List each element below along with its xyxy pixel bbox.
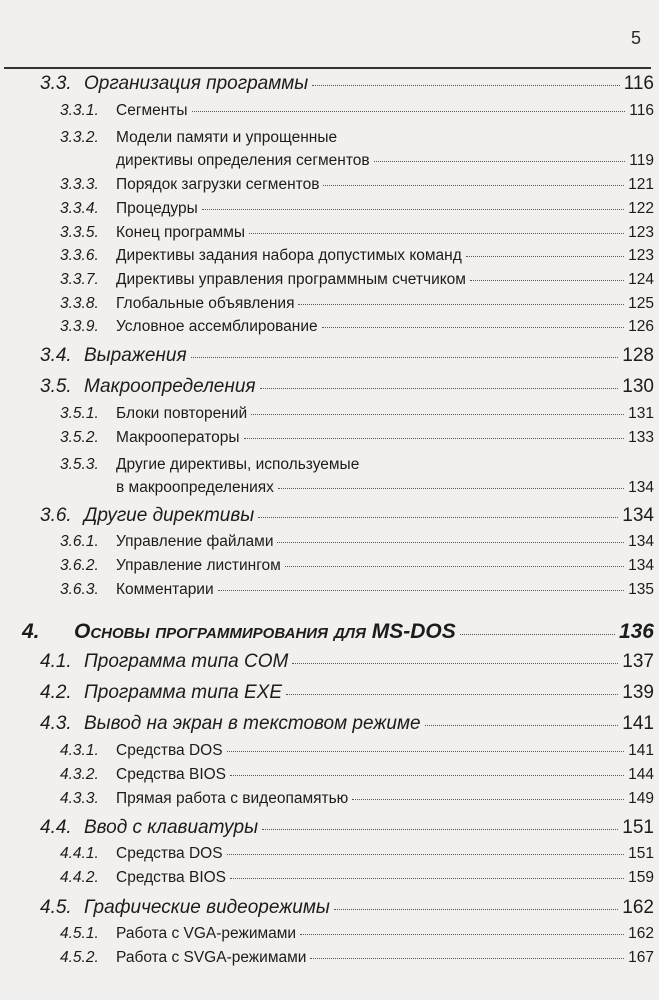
dot-leader	[292, 663, 618, 664]
toc-entry-number: 3.3.7.	[60, 271, 99, 288]
toc-entry-number: 3.3.8.	[60, 295, 99, 312]
toc-entry-page: 162	[628, 925, 654, 942]
dot-leader	[334, 909, 618, 910]
toc-entry-page: 131	[628, 405, 654, 422]
toc-entry-page: 133	[628, 429, 654, 446]
dot-leader	[425, 725, 619, 726]
toc-entry-title: Директивы управления программным счетчиком	[116, 271, 466, 288]
toc-entry-title-line1: Другие директивы, используемые	[116, 456, 360, 473]
toc-entry-title: Средства DOS	[116, 742, 223, 759]
dot-leader	[258, 517, 618, 518]
dot-leader	[249, 233, 624, 234]
dot-leader	[374, 161, 626, 162]
toc-entry-number: 4.2.	[40, 682, 72, 703]
toc-entry-number: 3.5.2.	[60, 429, 99, 446]
toc-entry-title: Комментарии	[116, 581, 214, 598]
toc-entry-number: 4.4.2.	[60, 869, 99, 886]
toc-entry-page: 151	[622, 817, 654, 838]
dot-leader	[244, 438, 625, 439]
toc-entry-page: 130	[622, 376, 654, 397]
dot-leader	[460, 634, 615, 635]
dot-leader	[310, 958, 624, 959]
toc-entry-number: 3.3.4.	[60, 200, 99, 217]
toc-entry-number: 4.4.	[40, 817, 72, 838]
toc-entry-number: 3.5.1.	[60, 405, 99, 422]
toc-entry-title: Ввод с клавиатуры	[84, 817, 259, 838]
page-number: 5	[630, 28, 641, 48]
toc-entry-title: Директивы задания набора допустимых команд	[116, 247, 462, 264]
toc-entry-page: 167	[628, 949, 654, 966]
toc-entry-number: 3.6.2.	[60, 557, 99, 574]
toc-entry-number: 4.	[22, 620, 40, 643]
dot-leader	[277, 542, 624, 543]
dot-leader	[278, 488, 624, 489]
toc-entry-number: 4.5.	[40, 897, 72, 918]
toc-entry-page: 125	[628, 295, 654, 312]
toc-entry-title: Управление листингом	[116, 557, 281, 574]
dot-leader	[466, 256, 624, 257]
toc-entry-page: 162	[622, 897, 654, 918]
toc-entry-page: 144	[628, 766, 654, 783]
toc-entry-page: 123	[628, 247, 654, 264]
dot-leader	[352, 799, 624, 800]
toc-entry-number: 3.3.9.	[60, 318, 99, 335]
toc-entry-title: в макроопределениях	[116, 479, 274, 496]
toc-entry-number: 4.4.1.	[60, 845, 99, 862]
dot-leader	[470, 280, 624, 281]
toc-entry-page: 135	[628, 581, 654, 598]
dot-leader	[251, 414, 624, 415]
toc-entry-title: Графические видеорежимы	[84, 897, 330, 918]
toc-entry-page: 116	[623, 73, 654, 94]
dot-leader	[312, 85, 619, 86]
toc-entry-number: 3.3.1.	[60, 102, 99, 119]
toc-entry-title: Средства DOS	[116, 845, 223, 862]
toc-entry-number: 3.6.3.	[60, 581, 99, 598]
toc-entry-title: Макрооператоры	[116, 429, 240, 446]
toc-entry-title: Вывод на экран в текстовом режиме	[84, 713, 421, 734]
toc-entry-number: 3.3.2.	[60, 129, 99, 146]
toc-entry-page: 141	[622, 713, 654, 734]
dot-leader	[300, 934, 624, 935]
toc-entry-number: 4.3.3.	[60, 790, 99, 807]
toc-entry-page: 134	[628, 557, 654, 574]
dot-leader	[230, 878, 624, 879]
toc-entry-title: Глобальные объявления	[116, 295, 295, 312]
dot-leader	[286, 694, 618, 695]
toc-entry-number: 4.3.1.	[60, 742, 99, 759]
dot-leader	[218, 590, 625, 591]
toc-entry-title: Программа типа COM	[84, 651, 289, 672]
dot-leader	[262, 829, 618, 830]
dot-leader	[191, 357, 619, 358]
dot-leader	[192, 111, 626, 112]
toc-entry-number: 3.3.	[40, 73, 72, 94]
toc-entry-title: Порядок загрузки сегментов	[116, 176, 320, 193]
dot-leader	[298, 304, 624, 305]
toc-entry-page: 124	[628, 271, 654, 288]
toc-entry-page: 136	[618, 620, 654, 643]
toc-entry-title: Прямая работа с видеопамятью	[116, 790, 349, 807]
toc-entry-number: 3.6.	[40, 505, 72, 526]
toc-entry-number: 4.1.	[40, 651, 72, 672]
toc-entry-page: 122	[628, 200, 654, 217]
toc-entry-title: Макроопределения	[84, 376, 256, 397]
toc-entry-title: Выражения	[84, 345, 187, 366]
toc-entry-title: Процедуры	[116, 200, 198, 217]
toc-entry-number: 3.6.1.	[60, 533, 99, 550]
toc-entry-title: Блоки повторений	[116, 405, 248, 422]
toc-entry-page: 134	[628, 533, 654, 550]
dot-leader	[260, 388, 619, 389]
toc-entry-title: директивы определения сегментов	[116, 152, 370, 169]
toc-entry-number: 3.5.	[40, 376, 72, 397]
header-rule	[4, 67, 651, 69]
toc-entry-number: 3.5.3.	[60, 456, 99, 473]
toc-entry-title-line1: Модели памяти и упрощенные	[116, 129, 338, 146]
toc-entry-page: 134	[622, 505, 654, 526]
toc-entry-title: Средства BIOS	[116, 766, 227, 783]
toc-entry-page: 149	[628, 790, 654, 807]
toc-entry-number: 3.3.5.	[60, 224, 99, 241]
toc-entry-page: 137	[622, 651, 654, 672]
dot-leader	[227, 854, 625, 855]
dot-leader	[285, 566, 624, 567]
toc-entry-title: Условное ассемблирование	[116, 318, 318, 335]
toc-entry-title: Другие директивы	[84, 505, 255, 526]
toc-entry-number: 3.3.6.	[60, 247, 99, 264]
toc-entry-title: Управление файлами	[116, 533, 274, 550]
toc-entry-page: 151	[628, 845, 654, 862]
toc-entry-page: 128	[622, 345, 654, 366]
toc-entry-number: 4.3.	[40, 713, 72, 734]
dot-leader	[227, 751, 625, 752]
toc-entry-number: 4.3.2.	[60, 766, 99, 783]
toc-entry-title: Организация программы	[84, 73, 309, 94]
toc-entry-title: Средства BIOS	[116, 869, 227, 886]
toc-entry-page: 139	[622, 682, 654, 703]
toc-entry-number: 4.5.1.	[60, 925, 99, 942]
toc-entry-page: 116	[629, 102, 654, 119]
toc-entry-number: 3.4.	[40, 345, 72, 366]
dot-leader	[322, 327, 625, 328]
toc-entry-page: 123	[628, 224, 654, 241]
toc-entry-title: Основы программирования для MS-DOS	[74, 620, 456, 643]
toc-entry-title: Программа типа EXE	[84, 682, 283, 703]
toc-entry-number: 3.3.3.	[60, 176, 99, 193]
toc-entry-page: 159	[628, 869, 654, 886]
dot-leader	[202, 209, 624, 210]
toc-entry-page: 121	[628, 176, 654, 193]
toc-entry-number: 4.5.2.	[60, 949, 99, 966]
dot-leader	[323, 185, 624, 186]
toc-entry-page: 119	[629, 152, 654, 169]
toc-entry-page: 126	[628, 318, 654, 335]
toc-entry-title: Работа с SVGA-режимами	[116, 949, 307, 966]
toc-entry-title: Работа с VGA-режимами	[116, 925, 297, 942]
toc-entry-page: 141	[628, 742, 654, 759]
toc-entry-title: Конец программы	[116, 224, 245, 241]
toc-entry-title: Сегменты	[116, 102, 188, 119]
toc-entry-page: 134	[628, 479, 654, 496]
dot-leader	[230, 775, 624, 776]
